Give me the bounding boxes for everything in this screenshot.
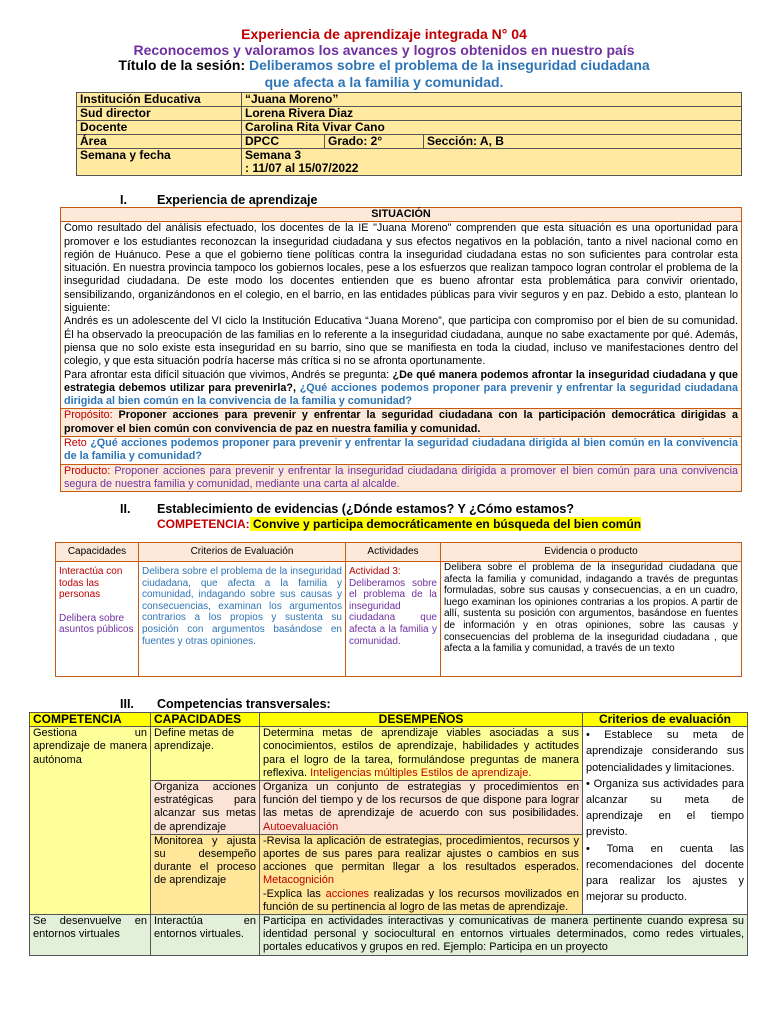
column-header: Evidencia o producto [441,543,742,562]
evidence-table [55,542,742,677]
capacities-cell [56,562,139,677]
performance-2-text: Organiza un conjunto de estrategias y procedimientos en función del tiempo y de los recursos de que dispone para lograr las metas de aprendizaje de acuerdo con sus posibilidades. [263,781,579,820]
competence-line [157,517,641,531]
column-header: DESEMPEÑOS [260,713,583,727]
document-subtitle: Reconocemos y valoramos los avances y logros obtenidos en nuestro país [133,42,635,58]
competence-text: Convive y participa democráticamente en búsqueda del bien común [249,517,642,531]
competence-2-cell: Se desenvuelve en entornos virtuales [30,915,151,956]
performance-3a-note: Metacognición [263,874,334,887]
capacity-1: Interactúa con todas las personas [59,566,123,601]
column-header: Capacidades [56,543,139,562]
section-1-title: Experiencia de aprendizaje [157,193,318,207]
week-cell [242,149,742,176]
criteria-item-2: • Organiza sus actividades para alcanzar su meta de aprendizaje en el tiempo previsto. [586,777,744,839]
week-label: Semana y fecha [77,149,242,176]
performance-3b-note: acciones [325,887,370,900]
challenge-label: Reto [64,437,91,450]
challenge-row [61,437,742,465]
purpose-label: Propósito: [64,409,119,422]
performance-3a-text: -Revisa la aplicación de estrategias, procedimientos, recursos y aportes de sus pares para realizar ajustes o cambios en sus acciones que permitan llegar a los resultados esperados. [263,834,579,874]
criteria-text: Delibera sobre el problema de la inseguridad ciudadana, que afecta a la familia y comunidad, indagando sobre sus causas y consecuencias, examinan los argumentos contrarios a los propios y sustenta su posición con argumentos basándose en fuentes y otras opiniones. [142,566,342,647]
week-dates: : 11/07 al 15/07/2022 [245,161,359,175]
performance-1 [260,727,583,781]
competence-label: COMPETENCIA: [157,517,250,531]
section-1-number: I. [120,193,127,207]
area-value: DPCC [242,135,325,149]
challenge-text: ¿Qué acciones podemos proponer para prevenir y enfrentar la seguridad ciudadana dirigida al bien común en la convivencia de la familia y comunidad? [64,437,738,463]
institution-label: Institución Educativa [77,93,242,107]
performance-1-text: Determina metas de aprendizaje viables asociadas a sus conocimientos, estilos de aprendizaje, habilidades y actitudes para el logro de la tarea, formulándose preguntas de manera reflexiva. [263,727,579,779]
info-table [76,92,742,176]
section-2-title: Establecimiento de evidencias (¿Dónde estamos? Y ¿Cómo estamos? [157,502,575,516]
column-header: Actividades [346,543,441,562]
product-text: Proponer acciones para prevenir y enfrentar la inseguridad ciudadana dirigida a promover el bien común para una convivencia segura de nuestra familia y comunidad, mediante una carta al alcalde. [64,464,738,490]
column-header: Criterios de evaluación [583,713,748,727]
section-2-number: II. [120,502,131,516]
situation-paragraph-1: Como resultado del análisis efectuado, los docentes de la IE "Juana Moreno" comprenden que esta situación es una oportunidad para promover e los estudiantes reconozcan la inseguridad ciudadana y sus efectos negativos en la población, tanto a nivel nacional como en región de Huánuco. Pese a que el gobierno tiene políticas contra la inseguridad ciudadana estas no son suficientes para controlar esta situación. En nuestra provincia tampoco los gobiernos locales, pese a los esfuerzos que realizan tampoco logran controlar el problema de la inseguridad ciudadana. De este modo los docentes entienden que es bueno afrontar esta problemática para convivir orientado, sensibilizando, organizándonos en el colegio, en el barrio, en las entidades públicas para vivir seguros y en paz. Debido a esto, plantean lo siguiente: [64,222,738,315]
column-header: Criterios de Evaluación [139,543,346,562]
week-value: Semana 3 [245,148,302,162]
capacity-2: Delibera sobre asuntos públicos [59,612,134,636]
capacity-monitor: Monitorea y ajusta su desempeño durante el proceso de aprendizaje [151,834,260,914]
transversal-table [29,712,748,956]
criteria-item-3: • Toma en cuenta las recomendaciones del docente para realizar los ajustes y mejorar su producto. [586,842,744,904]
subdirector-value: Lorena Rivera Diaz [242,107,742,121]
session-title-2: que afecta a la familia y comunidad. [264,74,504,90]
teacher-label: Docente [77,121,242,135]
situation-p3-intro: Para afrontar esta difícil situación que vivimos, Andrés se pregunta: [64,368,393,381]
institution-value: “Juana Moreno” [242,93,742,107]
section-value: Sección: A, B [424,135,742,149]
product-row [61,464,742,492]
performance-4: Participa en actividades interactivas y comunicativas de manera pertinente cuando expresa su identidad personal y sociocultural en entornos virtuales determinados, como redes virtuales, portales educativos y grupos en red. Ejemplo: Participa en un proyecto [260,915,748,956]
performance-2-note: Autoevaluación [263,820,339,833]
activity-cell [346,562,441,677]
performance-2 [260,781,583,835]
session-title-line [0,57,768,73]
situation-paragraph-2: Andrés es un adolescente del VI ciclo la Institución Educativa “Juana Moreno”, que participa con compromiso por el bien de su comunidad. Él ha observado la preocupación de las familias en lo referente a la inseguridad ciudadana, aunque no sabe exactamente por qué. Además, piensa que no solo existe esta inseguridad en su barrio, sino que se manifiesta en toda la ciudad, incluso ve manifestaciones dentro del colegio, y que esta situación podría hacerse más crítica si no se afronta oportunamente. [64,315,738,368]
performance-3a [263,835,579,888]
situation-question-1: ¿De qué manera podemos afrontar la inseguridad ciudadana y que estrategia debemos utilizar para prevenirla?, [64,368,738,394]
criteria-list [583,727,748,915]
session-title-1: Deliberamos sobre el problema de la inseguridad ciudadana [249,57,650,73]
situation-paragraph-3 [64,369,738,409]
section-3-title: Competencias transversales: [157,697,331,711]
situation-header: SITUACIÓN [61,208,742,222]
product-label: Producto: [64,464,115,477]
performance-3b-pre: -Explica las [263,887,326,900]
performance-3b [263,888,579,914]
teacher-value: Carolina Rita Vivar Cano [242,121,742,135]
section-3-number: III. [120,697,134,711]
activity-text: Deliberamos sobre el problema de la inseguridad ciudadana que afecta a la familia y comunidad. [349,577,437,647]
capacity-interact-virtual: Interactúa en entornos virtuales. [151,915,260,956]
column-header: CAPACIDADES [151,713,260,727]
criteria-item-1: • Establece su meta de aprendizaje considerando sus potencialidades y limitaciones. [586,729,744,774]
situation-body [61,222,742,409]
performance-1-note: Inteligencias múltiples Estilos de aprendizaje. [310,766,532,779]
evidence-cell [441,562,742,677]
purpose-text: Proponer acciones para prevenir y enfrentar la seguridad ciudadana con la participación democrática dirigidas a promover el bien común con convivencia de paz en nuestra familia y comunidad. [64,409,738,435]
evidence-text: Delibera sobre el problema de la inseguridad ciudadana que afecta la familia y comunidad, indagando a través de preguntas formuladas, sobre sus causas y consecuencias, a en un cuadro, luego examinan los opiniones contrarias a los propios. A partir de allí, sustenta su posición con argumentos, basándose en fuentes de información y en otras opiniones, sobre las causas y consecuencias del problema de la inseguridad ciudadana , que afecta a la familia y comunidad, a través de un texto [444,562,738,655]
capacity-define-goals: Define metas de aprendizaje. [151,727,260,781]
capacity-organize: Organiza acciones estratégicas para alcanzar sus metas de aprendizaje [151,781,260,835]
column-header: COMPETENCIA [30,713,151,727]
performance-3 [260,834,583,914]
document-title: Experiencia de aprendizaje integrada N° 04 [241,26,527,42]
criteria-cell [139,562,346,677]
grade-value: Grado: 2° [325,135,424,149]
session-label: Título de la sesión: [118,57,246,73]
purpose-row [61,409,742,437]
subdirector-label: Sud director [77,107,242,121]
competence-1-cell: Gestiona un aprendizaje de manera autónoma [30,727,151,915]
situation-table [60,207,742,492]
area-label: Área [77,135,242,149]
situation-question-2: ¿Qué acciones podemos proponer para prevenir y enfrentar la seguridad ciudadana dirigida al bien común en la convivencia de la familia y comunidad? [64,381,739,408]
performance-3b-post: realizadas y los recursos movilizados en función de su pertinencia al logro de las metas de aprendizaje. [263,887,579,913]
activity-label: Actividad 3: [349,566,401,577]
